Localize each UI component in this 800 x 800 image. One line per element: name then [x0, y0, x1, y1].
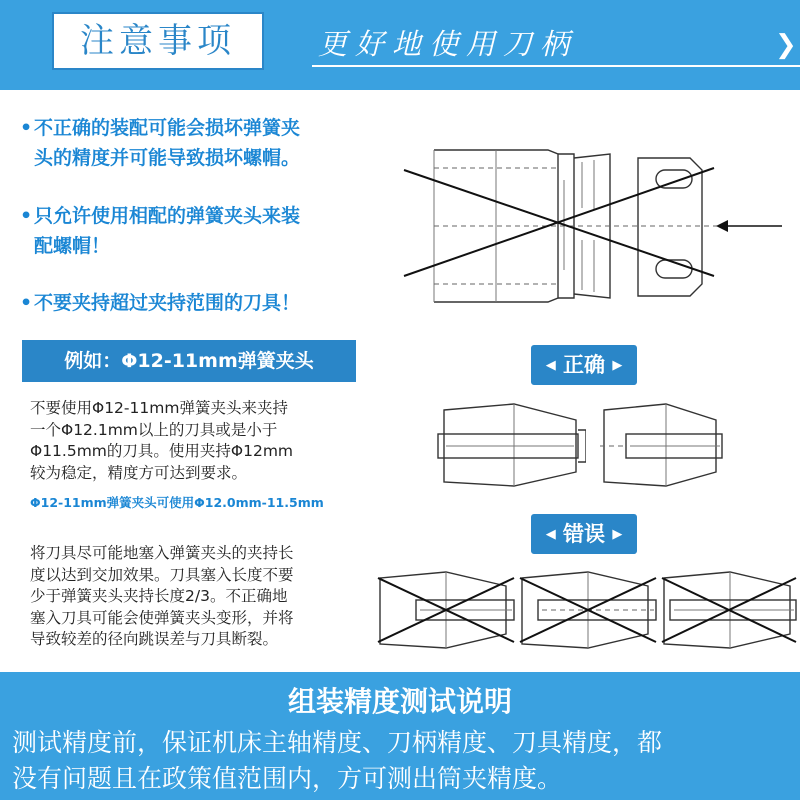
- footer-text-line-2: 没有问题且在政策值范围内，方可测出筒夹精度。: [12, 764, 563, 793]
- collet-assembly-diagram: [398, 140, 790, 315]
- paragraph-line: 导致较差的径向跳误差与刀具断裂。: [30, 630, 279, 648]
- paragraph-line: 将刀具尽可能地塞入弹簧夹头的夹持长: [30, 544, 294, 562]
- wrong-tag: [531, 514, 637, 554]
- paragraph-line: 不要使用Φ12-11mm弹簧夹头来夹持: [30, 399, 288, 417]
- bullet-icon: •: [20, 117, 33, 139]
- bullet-icon: •: [20, 205, 33, 227]
- paragraph-line: 少于弹簧夹头夹持长度2/3。不正确地: [30, 587, 288, 605]
- correct-diagram-2: [596, 400, 726, 490]
- triangle-left-icon: ◀: [545, 358, 556, 373]
- note-1-line-2: 头的精度并可能导致损坏螺帽。: [34, 147, 301, 169]
- note-item-3: [20, 288, 380, 318]
- note-item-2: [20, 201, 380, 261]
- wrong-diagram-2: [518, 570, 658, 650]
- example-paragraph-1: [30, 398, 380, 484]
- page-subtitle: 更好地使用刀柄: [318, 27, 578, 61]
- correct-label: 正确: [563, 353, 605, 377]
- example-paragraph-2: [30, 543, 380, 651]
- example-label: 例如：Φ12-11mm弹簧夹头: [64, 350, 314, 372]
- paragraph-line: Φ11.5mm的刀具。使用夹持Φ12mm: [30, 442, 294, 460]
- note-3-line-1: 不要夹持超过夹持范围的刀具！: [34, 292, 301, 314]
- arrow-left-icon: [716, 220, 728, 232]
- header-divider: [312, 65, 800, 67]
- triangle-right-icon: ▶: [612, 358, 623, 373]
- triangle-right-icon: ▶: [612, 527, 623, 542]
- chevron-right-icon[interactable]: ❯: [775, 30, 797, 60]
- wrong-diagram-3: [660, 570, 798, 650]
- note-1-line-1: 不正确的装配可能会损坏弹簧夹: [34, 117, 301, 139]
- paragraph-line: 塞入刀具可能会使弹簧夹头变形，并将: [30, 608, 294, 627]
- paragraph-line: 一个Φ12.1mm以上的刀具或是小于: [30, 420, 278, 439]
- paragraph-line: 较为稳定，精度方可达到要求。: [30, 463, 248, 482]
- note-2-line-2: 配螺帽！: [34, 235, 111, 257]
- footer-text-line-1: 测试精度前，保证机床主轴精度、刀柄精度、刀具精度，都: [12, 728, 663, 757]
- wrong-diagram-1: [376, 570, 516, 650]
- wrong-label: 错误: [563, 522, 605, 546]
- bullet-icon: •: [20, 292, 33, 314]
- note-item-1: [20, 113, 380, 173]
- page-title: 注意事项: [80, 21, 236, 61]
- range-note: Φ12-11mm弹簧夹头可使用Φ12.0mm-11.5mm: [30, 495, 324, 510]
- paragraph-line: 度以达到交加效果。刀具塞入长度不要: [30, 565, 294, 584]
- footer-title: 组装精度测试说明: [287, 685, 512, 718]
- triangle-left-icon: ◀: [545, 527, 556, 542]
- correct-diagram-1: [436, 400, 586, 490]
- note-2-line-1: 只允许使用相配的弹簧夹头来装: [34, 205, 301, 227]
- correct-tag: [531, 345, 637, 385]
